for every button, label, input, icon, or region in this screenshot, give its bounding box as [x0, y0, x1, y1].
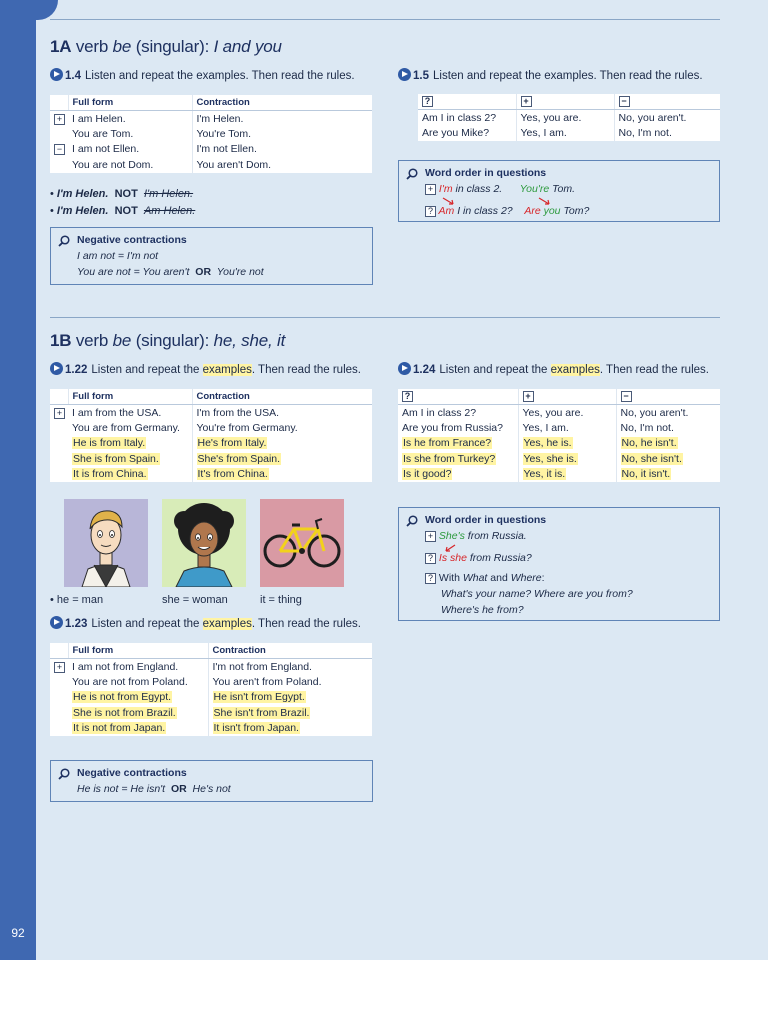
table-row: [50, 659, 372, 675]
section-divider: [50, 317, 720, 318]
question-cell: Am I in class 2?: [422, 111, 497, 124]
table-row: [50, 721, 372, 737]
instruction-highlight: examples: [550, 364, 600, 376]
full-form-cell: I am Helen.: [72, 112, 126, 125]
box-text: He is not = He isn't: [77, 783, 166, 795]
table-1-4: [50, 95, 372, 173]
woman-illustration: [162, 499, 246, 587]
table-row: [50, 690, 372, 706]
table-row: [50, 705, 372, 721]
negative-contractions-box-1a: [50, 227, 373, 285]
word-order-box-1b: [398, 507, 720, 621]
title-italic: I and you: [213, 37, 282, 56]
instruction-text: Listen and repeat the examples. Then read the rules.: [433, 70, 703, 82]
negative-cell: No, he isn't.: [621, 437, 677, 450]
word-order-example: Where's he from?: [441, 604, 524, 616]
full-form-cell: You are Tom.: [72, 127, 134, 140]
contraction-cell: It's from China.: [197, 468, 268, 481]
table-row: [50, 674, 372, 690]
plus-icon: +: [523, 391, 534, 402]
word-text: Tom.: [549, 183, 576, 195]
question-icon: ?: [425, 206, 436, 217]
contraction-cell: She's from Spain.: [197, 452, 281, 465]
contraction-cell: I'm Helen.: [192, 111, 372, 127]
positive-cell: Yes, you are.: [516, 110, 614, 126]
header-full-form: Full form: [68, 95, 192, 111]
title-text: (singular):: [131, 331, 214, 350]
positive-cell: Yes, it is.: [523, 468, 566, 481]
question-cell: Am I in class 2?: [402, 406, 477, 419]
track-number: 1.22: [65, 364, 88, 376]
word-order-box-1a: [398, 160, 720, 222]
word-order-example: What's your name? Where are you from?: [441, 588, 633, 600]
instruction-1-5: [398, 68, 703, 82]
swap-arrow-icon: [441, 197, 457, 206]
negative-cell: No, I'm not.: [614, 125, 720, 141]
note-wrong: I'm Helen.: [143, 188, 194, 200]
audio-icon[interactable]: [50, 362, 63, 375]
positive-cell: Yes, she is.: [523, 452, 577, 465]
box-text: You're not: [216, 266, 264, 278]
box-title: Word order in questions: [425, 167, 547, 179]
table-row: [50, 126, 372, 142]
instruction-text: . Then read the rules.: [251, 364, 361, 376]
instruction-text: Listen and repeat the: [91, 618, 203, 630]
caption-it: it = thing: [260, 594, 302, 606]
instruction-text: Listen and repeat the: [439, 364, 551, 376]
table-row: [50, 405, 372, 421]
magnifier-icon: [58, 768, 70, 780]
full-form-cell: He is not from Egypt.: [73, 691, 172, 704]
word-italic: Where: [510, 572, 542, 584]
instruction-1-4: [50, 68, 355, 82]
track-number: 1.4: [65, 70, 81, 82]
table-row: [50, 157, 372, 173]
note-correct: I'm Helen.: [56, 188, 109, 200]
question-cell: Are you Mike?: [422, 126, 490, 139]
word-text: Tom?: [560, 205, 590, 217]
note-line: • I'm Helen. NOT I'm Helen.: [50, 188, 194, 200]
word-text: from Russia?: [466, 552, 532, 564]
track-number: 1.5: [413, 70, 429, 82]
table-row: [418, 110, 720, 126]
man-illustration: [64, 499, 148, 587]
word-red: Are: [524, 205, 541, 217]
instruction-text: Listen and repeat the examples. Then read the rules.: [85, 70, 355, 82]
full-form-cell: I am not Ellen.: [72, 143, 140, 156]
contraction-cell: You aren't Dom.: [192, 157, 372, 173]
box-or: OR: [170, 783, 187, 795]
table-row: [50, 111, 372, 127]
box-text: He's not: [192, 783, 231, 795]
audio-icon[interactable]: [398, 68, 411, 81]
negative-cell: No, you aren't.: [614, 110, 720, 126]
word-order-line: [425, 528, 709, 544]
contraction-cell: I'm not Ellen.: [192, 142, 372, 158]
header-contraction: Contraction: [192, 95, 372, 111]
contraction-cell: She isn't from Brazil.: [213, 706, 310, 719]
note-wrong: Am Helen.: [143, 205, 196, 217]
word-green: You're: [519, 183, 550, 195]
full-form-cell: You are not Dom.: [72, 158, 154, 171]
table-row: [398, 436, 720, 452]
table-row: [418, 125, 720, 141]
magnifier-icon: [58, 235, 70, 247]
full-form-cell: It is from China.: [73, 468, 147, 481]
word-text: I in class 2?: [454, 205, 513, 217]
side-strip: [0, 0, 36, 960]
table-row: [398, 451, 720, 467]
magnifier-icon: [406, 168, 418, 180]
minus-icon: −: [621, 391, 632, 402]
instruction-text: Listen and repeat the: [91, 364, 203, 376]
contraction-cell: I'm from the USA.: [192, 405, 372, 421]
question-cell: Is it good?: [403, 468, 452, 481]
section-1a-title: [50, 37, 282, 57]
plus-icon: +: [54, 114, 65, 125]
header-contraction: Contraction: [192, 389, 372, 405]
contraction-cell: You're Tom.: [192, 126, 372, 142]
word-order-line: [425, 181, 709, 197]
word-green: you: [540, 205, 561, 217]
table-row: [50, 142, 372, 158]
question-cell: Is she from Turkey?: [403, 452, 496, 465]
word-text: and: [487, 572, 511, 584]
table-row: [398, 420, 720, 436]
word-text: :: [541, 572, 545, 584]
section-code: 1A: [50, 37, 72, 56]
full-form-cell: You are from Germany.: [72, 421, 180, 434]
question-cell: Are you from Russia?: [402, 421, 503, 434]
title-text: verb: [75, 331, 113, 350]
instruction-text: . Then read the rules.: [599, 364, 709, 376]
negative-contractions-box-1b: [50, 760, 373, 802]
minus-icon: −: [619, 96, 630, 107]
plus-icon: +: [425, 184, 436, 195]
table-row: [50, 420, 372, 436]
box-line: [77, 781, 362, 797]
table-1-22: [50, 389, 372, 482]
title-text: verb: [75, 37, 113, 56]
header-full-form: Full form: [68, 389, 192, 405]
swap-arrow-icon: [443, 544, 459, 553]
note-line: • I'm Helen. NOT Am Helen.: [50, 205, 196, 217]
question-icon: ?: [402, 391, 413, 402]
full-form-cell: I am not from England.: [72, 660, 179, 673]
instruction-1-24: [398, 362, 709, 376]
plus-icon: +: [54, 662, 65, 673]
plus-icon: +: [425, 531, 436, 542]
box-text: You are not = You aren't: [77, 266, 190, 278]
section-1b-title: [50, 331, 285, 351]
question-icon: ?: [425, 553, 436, 564]
table-1-23: [50, 643, 372, 736]
table-row: [398, 467, 720, 483]
sym-header: [50, 389, 68, 405]
audio-icon[interactable]: [50, 616, 63, 629]
track-number: 1.24: [413, 364, 436, 376]
table-row: [398, 405, 720, 421]
top-divider: [50, 19, 720, 20]
word-text: in class 2.: [452, 183, 503, 195]
positive-cell: Yes, he is.: [523, 437, 572, 450]
table-row: [50, 467, 372, 483]
full-form-cell: She is not from Brazil.: [73, 706, 176, 719]
box-title: Negative contractions: [77, 234, 187, 246]
sym-header: [50, 95, 68, 111]
word-italic: What: [462, 572, 488, 584]
title-be: be: [112, 331, 132, 350]
instruction-highlight: examples: [202, 364, 252, 376]
box-title: Negative contractions: [77, 767, 187, 779]
track-number: 1.23: [65, 618, 88, 630]
negative-cell: No, it isn't.: [621, 468, 671, 481]
instruction-1-22: [50, 362, 361, 376]
page-number: 92: [11, 926, 25, 940]
positive-cell: Yes, I am.: [516, 125, 614, 141]
note-correct: I'm Helen.: [56, 205, 109, 217]
sym-header: [50, 643, 68, 659]
caption-he: • he = man: [50, 594, 104, 606]
minus-icon: −: [54, 144, 65, 155]
box-title: Word order in questions: [425, 514, 547, 526]
word-order-line: [425, 570, 709, 586]
contraction-cell: I'm not from England.: [208, 659, 372, 675]
word-text: from Russia.: [464, 530, 527, 542]
box-or: OR: [195, 266, 212, 278]
negative-cell: No, she isn't.: [621, 452, 682, 465]
contraction-cell: You aren't from Poland.: [208, 674, 372, 690]
question-cell: Is he from France?: [403, 437, 492, 450]
plus-icon: +: [54, 408, 65, 419]
instruction-text: . Then read the rules.: [251, 618, 361, 630]
bicycle-illustration: [260, 499, 344, 587]
contraction-cell: He's from Italy.: [197, 437, 267, 450]
usage-notes: [50, 186, 195, 220]
full-form-cell: It is not from Japan.: [73, 722, 166, 735]
negative-cell: No, I'm not.: [616, 420, 720, 436]
table-row: [50, 451, 372, 467]
contraction-cell: It isn't from Japan.: [213, 722, 299, 735]
section-code: 1B: [50, 331, 72, 350]
magnifier-icon: [406, 515, 418, 527]
caption-she: she = woman: [162, 594, 228, 606]
positive-cell: Yes, you are.: [518, 405, 616, 421]
word-red: Is she: [438, 552, 467, 564]
instruction-highlight: examples: [202, 618, 252, 630]
word-red: I'm: [438, 183, 453, 195]
contraction-cell: You're from Germany.: [192, 420, 372, 436]
title-text: (singular):: [131, 37, 214, 56]
box-line: I am not = I'm not: [77, 250, 159, 262]
table-1-5: [418, 94, 720, 141]
audio-icon[interactable]: [50, 68, 63, 81]
positive-cell: Yes, I am.: [518, 420, 616, 436]
table-row: [50, 436, 372, 452]
header-full-form: Full form: [68, 643, 208, 659]
instruction-1-23: [50, 616, 361, 630]
table-1-24: [398, 389, 720, 482]
full-form-cell: You are not from Poland.: [72, 675, 188, 688]
word-green: She's: [438, 530, 465, 542]
word-order-line: [425, 203, 709, 219]
note-not: NOT: [114, 188, 138, 200]
word-text: With: [438, 572, 463, 584]
full-form-cell: She is from Spain.: [73, 452, 159, 465]
plus-icon: +: [521, 96, 532, 107]
box-line: [77, 264, 362, 280]
note-not: NOT: [114, 205, 138, 217]
word-red: Am: [438, 205, 455, 217]
word-order-line: [425, 550, 709, 566]
audio-icon[interactable]: [398, 362, 411, 375]
question-icon: ?: [422, 96, 433, 107]
title-be: be: [112, 37, 132, 56]
full-form-cell: I am from the USA.: [72, 406, 162, 419]
contraction-cell: He isn't from Egypt.: [213, 691, 305, 704]
full-form-cell: He is from Italy.: [73, 437, 146, 450]
question-icon: ?: [425, 573, 436, 584]
negative-cell: No, you aren't.: [616, 405, 720, 421]
title-italic: he, she, it: [213, 331, 286, 350]
swap-arrow-icon: [537, 197, 553, 206]
header-contraction: Contraction: [208, 643, 372, 659]
